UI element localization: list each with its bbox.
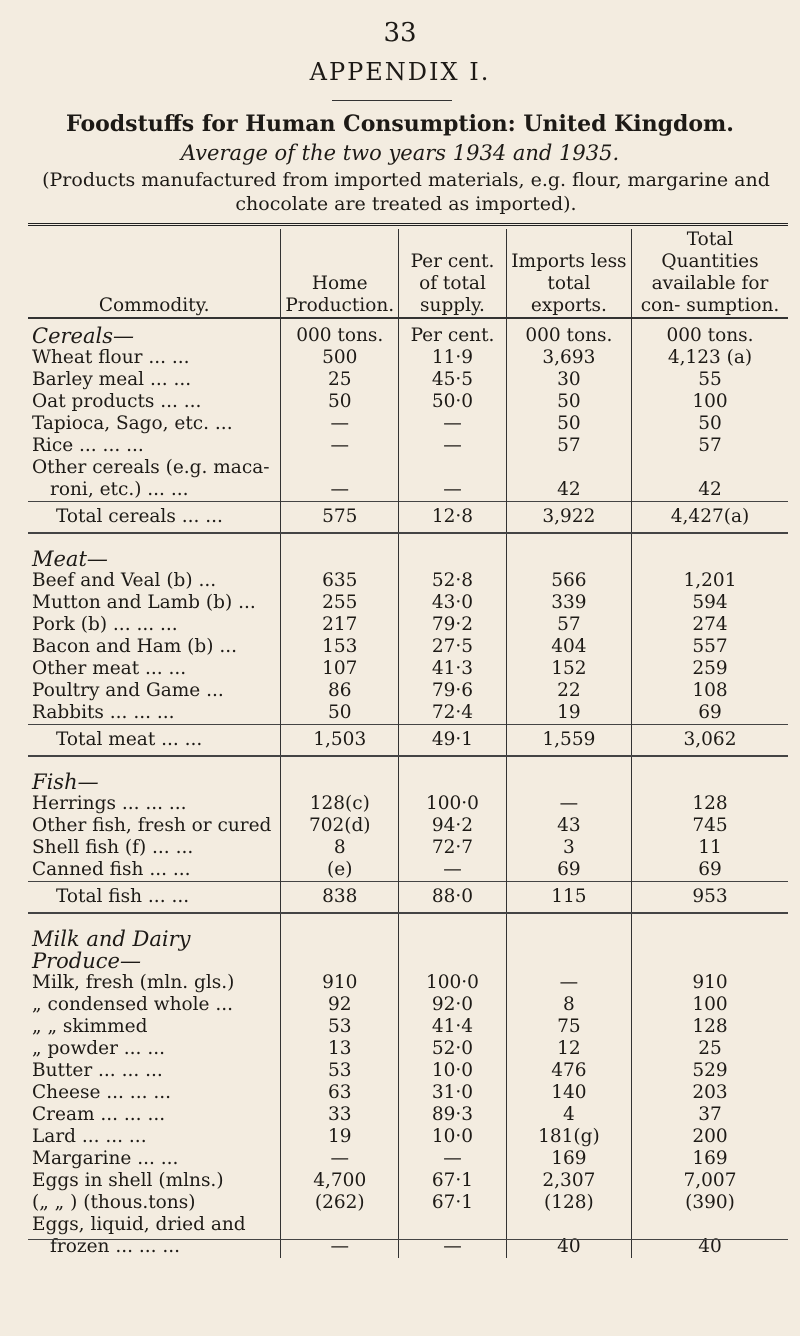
header-home: Home Production. xyxy=(281,229,399,318)
value-home xyxy=(281,457,399,479)
spacer-cell xyxy=(632,913,789,924)
page-note: (Products manufactured from imported materials, e.g. flour, margarine and chocolate are treated as imported). xyxy=(42,169,770,215)
value-total: 745 xyxy=(632,815,789,837)
value-total: 259 xyxy=(632,658,789,680)
value-home: — xyxy=(281,413,399,435)
value-home: 92 xyxy=(281,994,399,1016)
value-pct: — xyxy=(399,413,507,435)
bottom-rule xyxy=(28,1239,788,1240)
commodity-name: Shell fish (f) ... ... xyxy=(32,837,194,858)
empty-cell xyxy=(399,544,507,570)
value-pct: 79·6 xyxy=(399,680,507,702)
value-imp: 2,307 xyxy=(506,1170,631,1192)
commodity-name: Other cereals (e.g. maca- xyxy=(32,457,270,478)
value-pct: 72·4 xyxy=(399,702,507,725)
table-row xyxy=(28,413,788,435)
spacer-cell xyxy=(399,533,507,544)
value-total: 69 xyxy=(632,702,789,725)
value-imp: 30 xyxy=(506,369,631,391)
total-imp: 1,559 xyxy=(506,725,631,757)
table-row xyxy=(28,479,788,502)
value-total: 100 xyxy=(632,994,789,1016)
commodity-name: Oat products ... ... xyxy=(32,391,202,412)
value-imp: 4 xyxy=(506,1104,631,1126)
page-number: 33 xyxy=(383,18,417,48)
value-imp: 566 xyxy=(506,570,631,592)
value-home: — xyxy=(281,479,399,502)
total-imp: 3,922 xyxy=(506,502,631,534)
commodity-name: Tapioca, Sago, etc. ... xyxy=(32,413,233,434)
value-imp: 57 xyxy=(506,435,631,457)
value-total: 108 xyxy=(632,680,789,702)
commodity-name: „ condensed whole ... xyxy=(32,994,234,1015)
value-total: 57 xyxy=(632,435,789,457)
empty-cell xyxy=(506,544,631,570)
empty-cell xyxy=(281,544,399,570)
total-row xyxy=(28,725,788,757)
value-home: — xyxy=(281,435,399,457)
value-total: 69 xyxy=(632,859,789,882)
value-pct: — xyxy=(399,479,507,502)
table-row xyxy=(28,793,788,815)
commodity-name: Poultry and Game ... xyxy=(32,680,224,701)
value-total: 4,123 (a) xyxy=(632,347,789,369)
value-home: 33 xyxy=(281,1104,399,1126)
commodity-name: Herrings ... ... ... xyxy=(32,793,187,814)
value-home: 128(c) xyxy=(281,793,399,815)
total-imp: 115 xyxy=(506,882,631,914)
spacer-cell xyxy=(632,756,789,767)
commodity-name: Rabbits ... ... ... xyxy=(32,702,175,723)
total-label: Total cereals ... ... xyxy=(28,502,281,534)
section-header-row xyxy=(28,318,788,347)
value-total: 25 xyxy=(632,1038,789,1060)
value-home: 50 xyxy=(281,391,399,413)
value-imp: 75 xyxy=(506,1016,631,1038)
total-label: Total meat ... ... xyxy=(28,725,281,757)
value-total: 11 xyxy=(632,837,789,859)
value-total: 200 xyxy=(632,1126,789,1148)
value-home: 8 xyxy=(281,837,399,859)
table-row xyxy=(28,457,788,479)
value-home: 500 xyxy=(281,347,399,369)
value-pct: — xyxy=(399,1148,507,1170)
value-pct: 92·0 xyxy=(399,994,507,1016)
value-total: 529 xyxy=(632,1060,789,1082)
value-pct: 89·3 xyxy=(399,1104,507,1126)
header-imports: Imports less total exports. xyxy=(506,229,631,318)
commodity-name: Eggs, liquid, dried and xyxy=(32,1214,246,1235)
empty-cell xyxy=(632,924,789,972)
spacer-row xyxy=(28,756,788,767)
value-imp: 50 xyxy=(506,391,631,413)
value-pct: 50·0 xyxy=(399,391,507,413)
value-pct: — xyxy=(399,435,507,457)
value-imp xyxy=(506,457,631,479)
table-row xyxy=(28,636,788,658)
value-pct: 31·0 xyxy=(399,1082,507,1104)
value-total: 37 xyxy=(632,1104,789,1126)
table-row xyxy=(28,1214,788,1236)
total-pct: 49·1 xyxy=(399,725,507,757)
table-row xyxy=(28,1104,788,1126)
value-imp xyxy=(506,1214,631,1236)
value-home: 13 xyxy=(281,1038,399,1060)
page-title: Foodstuffs for Human Consumption: United Kingdom. xyxy=(66,111,734,137)
value-imp: 152 xyxy=(506,658,631,680)
value-home: (262) xyxy=(281,1192,399,1214)
spacer-row xyxy=(28,913,788,924)
commodity-name: Milk, fresh (mln. gls.) xyxy=(32,972,235,993)
value-home xyxy=(281,1214,399,1236)
value-pct: 72·7 xyxy=(399,837,507,859)
value-home: 19 xyxy=(281,1126,399,1148)
total-total: 953 xyxy=(632,882,789,914)
spacer-cell xyxy=(281,756,399,767)
unit-label: 000 tons. xyxy=(632,318,789,347)
table-row xyxy=(28,592,788,614)
appendix-heading: APPENDIX I. xyxy=(309,58,491,86)
table-row xyxy=(28,1148,788,1170)
spacer-cell xyxy=(506,913,631,924)
value-home: 153 xyxy=(281,636,399,658)
commodity-name: Rice ... ... ... xyxy=(32,435,144,456)
divider xyxy=(332,100,452,101)
value-total: 40 xyxy=(632,1236,789,1258)
page-subtitle: Average of the two years 1934 and 1935. xyxy=(180,141,620,165)
table-row xyxy=(28,435,788,457)
value-total: 7,007 xyxy=(632,1170,789,1192)
spacer-cell xyxy=(399,756,507,767)
empty-cell xyxy=(506,767,631,793)
value-imp: 8 xyxy=(506,994,631,1016)
spacer-row xyxy=(28,533,788,544)
foodstuffs-table xyxy=(28,229,788,1258)
value-total: (390) xyxy=(632,1192,789,1214)
empty-cell xyxy=(506,924,631,972)
table-row xyxy=(28,614,788,636)
section-title: Milk and Dairy Produce— xyxy=(32,927,191,973)
value-pct: 41·3 xyxy=(399,658,507,680)
commodity-name: Margarine ... ... xyxy=(32,1148,179,1169)
value-imp: 43 xyxy=(506,815,631,837)
table-row xyxy=(28,1060,788,1082)
spacer-cell xyxy=(506,756,631,767)
value-pct: 94·2 xyxy=(399,815,507,837)
value-total: 557 xyxy=(632,636,789,658)
value-imp: — xyxy=(506,793,631,815)
table-row xyxy=(28,837,788,859)
empty-cell xyxy=(281,924,399,972)
value-imp: 12 xyxy=(506,1038,631,1060)
spacer-cell xyxy=(281,533,399,544)
value-pct: 79·2 xyxy=(399,614,507,636)
unit-label: 000 tons. xyxy=(281,318,399,347)
table-row xyxy=(28,570,788,592)
header-row xyxy=(28,229,788,318)
value-pct: 41·4 xyxy=(399,1016,507,1038)
commodity-name: Cheese ... ... ... xyxy=(32,1082,171,1103)
value-home: 217 xyxy=(281,614,399,636)
value-total: 910 xyxy=(632,972,789,994)
empty-cell xyxy=(632,544,789,570)
value-total xyxy=(632,457,789,479)
spacer-cell xyxy=(28,756,281,767)
value-imp: 3,693 xyxy=(506,347,631,369)
total-total: 3,062 xyxy=(632,725,789,757)
value-pct: 10·0 xyxy=(399,1060,507,1082)
value-pct: 100·0 xyxy=(399,793,507,815)
value-home: 255 xyxy=(281,592,399,614)
table-row xyxy=(28,658,788,680)
table-body xyxy=(28,318,788,1258)
commodity-name: Beef and Veal (b) ... xyxy=(32,570,217,591)
spacer-cell xyxy=(632,533,789,544)
value-home: 635 xyxy=(281,570,399,592)
value-pct: 11·9 xyxy=(399,347,507,369)
section-header-row xyxy=(28,767,788,793)
commodity-name: („ „ ) (thous.tons) xyxy=(32,1192,196,1213)
section-header-row xyxy=(28,924,788,972)
commodity-name: roni, etc.) ... ... xyxy=(50,479,189,500)
value-pct: 52·0 xyxy=(399,1038,507,1060)
value-pct: 67·1 xyxy=(399,1192,507,1214)
value-total: 42 xyxy=(632,479,789,502)
value-pct: 43·0 xyxy=(399,592,507,614)
value-imp: 404 xyxy=(506,636,631,658)
table-row xyxy=(28,1170,788,1192)
spacer-cell xyxy=(281,913,399,924)
value-imp: 69 xyxy=(506,859,631,882)
value-total: 203 xyxy=(632,1082,789,1104)
commodity-name: Pork (b) ... ... ... xyxy=(32,614,178,635)
value-imp: 476 xyxy=(506,1060,631,1082)
value-imp: 42 xyxy=(506,479,631,502)
unit-label: 000 tons. xyxy=(506,318,631,347)
total-total: 4,427(a) xyxy=(632,502,789,534)
total-pct: 88·0 xyxy=(399,882,507,914)
total-label: Total fish ... ... xyxy=(28,882,281,914)
spacer-cell xyxy=(399,913,507,924)
value-pct: 67·1 xyxy=(399,1170,507,1192)
value-pct: 100·0 xyxy=(399,972,507,994)
total-row xyxy=(28,502,788,534)
value-total: 50 xyxy=(632,413,789,435)
value-pct: 45·5 xyxy=(399,369,507,391)
value-total: 100 xyxy=(632,391,789,413)
section-header-row xyxy=(28,544,788,570)
table-row xyxy=(28,369,788,391)
value-home: 53 xyxy=(281,1016,399,1038)
commodity-name: Canned fish ... ... xyxy=(32,859,191,880)
value-home: 910 xyxy=(281,972,399,994)
commodity-name: „ powder ... ... xyxy=(32,1038,165,1059)
empty-cell xyxy=(399,924,507,972)
total-row xyxy=(28,882,788,914)
value-imp: 22 xyxy=(506,680,631,702)
header-commodity: Commodity. xyxy=(98,295,210,316)
value-home: 107 xyxy=(281,658,399,680)
empty-cell xyxy=(399,767,507,793)
commodity-name: frozen ... ... ... xyxy=(50,1236,181,1257)
value-imp: 50 xyxy=(506,413,631,435)
value-imp: 169 xyxy=(506,1148,631,1170)
value-imp: — xyxy=(506,972,631,994)
value-pct xyxy=(399,1214,507,1236)
empty-cell xyxy=(632,767,789,793)
value-imp: 40 xyxy=(506,1236,631,1258)
table-row xyxy=(28,972,788,994)
table-row xyxy=(28,680,788,702)
commodity-name: Other meat ... ... xyxy=(32,658,187,679)
value-home: 63 xyxy=(281,1082,399,1104)
spacer-cell xyxy=(28,533,281,544)
commodity-name: Barley meal ... ... xyxy=(32,369,192,390)
value-pct xyxy=(399,457,507,479)
value-home: 53 xyxy=(281,1060,399,1082)
table-row xyxy=(28,347,788,369)
value-home: 4,700 xyxy=(281,1170,399,1192)
value-home: 50 xyxy=(281,702,399,725)
total-home: 838 xyxy=(281,882,399,914)
value-imp: (128) xyxy=(506,1192,631,1214)
value-home: — xyxy=(281,1236,399,1258)
value-imp: 181(g) xyxy=(506,1126,631,1148)
table-row xyxy=(28,1082,788,1104)
value-pct: 52·8 xyxy=(399,570,507,592)
table-row xyxy=(28,815,788,837)
top-rule xyxy=(28,223,788,226)
value-home: 86 xyxy=(281,680,399,702)
spacer-cell xyxy=(506,533,631,544)
value-total: 594 xyxy=(632,592,789,614)
value-imp: 339 xyxy=(506,592,631,614)
value-total: 128 xyxy=(632,793,789,815)
header-total: Total Quantities available for con- sumption. xyxy=(632,229,789,318)
value-pct: — xyxy=(399,859,507,882)
value-total xyxy=(632,1214,789,1236)
commodity-name: Other fish, fresh or cured xyxy=(32,815,272,836)
value-total: 274 xyxy=(632,614,789,636)
commodity-name: Eggs in shell (mlns.) xyxy=(32,1170,224,1191)
commodity-name: Lard ... ... ... xyxy=(32,1126,147,1147)
value-imp: 57 xyxy=(506,614,631,636)
table-row xyxy=(28,1038,788,1060)
section-title: Fish— xyxy=(32,770,99,794)
table-row xyxy=(28,391,788,413)
commodity-name: „ „ skimmed xyxy=(32,1016,148,1037)
spacer-cell xyxy=(28,913,281,924)
section-title: Meat— xyxy=(32,547,108,571)
total-pct: 12·8 xyxy=(399,502,507,534)
value-total: 169 xyxy=(632,1148,789,1170)
empty-cell xyxy=(281,767,399,793)
value-imp: 3 xyxy=(506,837,631,859)
value-home: (e) xyxy=(281,859,399,882)
value-home: 702(d) xyxy=(281,815,399,837)
value-home: 25 xyxy=(281,369,399,391)
value-total: 1,201 xyxy=(632,570,789,592)
total-home: 1,503 xyxy=(281,725,399,757)
commodity-name: Butter ... ... ... xyxy=(32,1060,163,1081)
table-row xyxy=(28,859,788,882)
value-pct: 10·0 xyxy=(399,1126,507,1148)
table-row xyxy=(28,1192,788,1214)
commodity-name: Mutton and Lamb (b) ... xyxy=(32,592,256,613)
table-row xyxy=(28,1016,788,1038)
total-home: 575 xyxy=(281,502,399,534)
unit-label: Per cent. xyxy=(399,318,507,347)
value-imp: 140 xyxy=(506,1082,631,1104)
value-pct: 27·5 xyxy=(399,636,507,658)
commodity-name: Bacon and Ham (b) ... xyxy=(32,636,237,657)
table-row xyxy=(28,1126,788,1148)
value-total: 128 xyxy=(632,1016,789,1038)
value-total: 55 xyxy=(632,369,789,391)
value-imp: 19 xyxy=(506,702,631,725)
table-row xyxy=(28,702,788,725)
section-title: Cereals— xyxy=(32,324,134,348)
commodity-name: Cream ... ... ... xyxy=(32,1104,166,1125)
value-pct: — xyxy=(399,1236,507,1258)
header-percent: Per cent. of total supply. xyxy=(399,229,507,318)
value-home: — xyxy=(281,1148,399,1170)
table-row xyxy=(28,994,788,1016)
commodity-name: Wheat flour ... ... xyxy=(32,347,190,368)
